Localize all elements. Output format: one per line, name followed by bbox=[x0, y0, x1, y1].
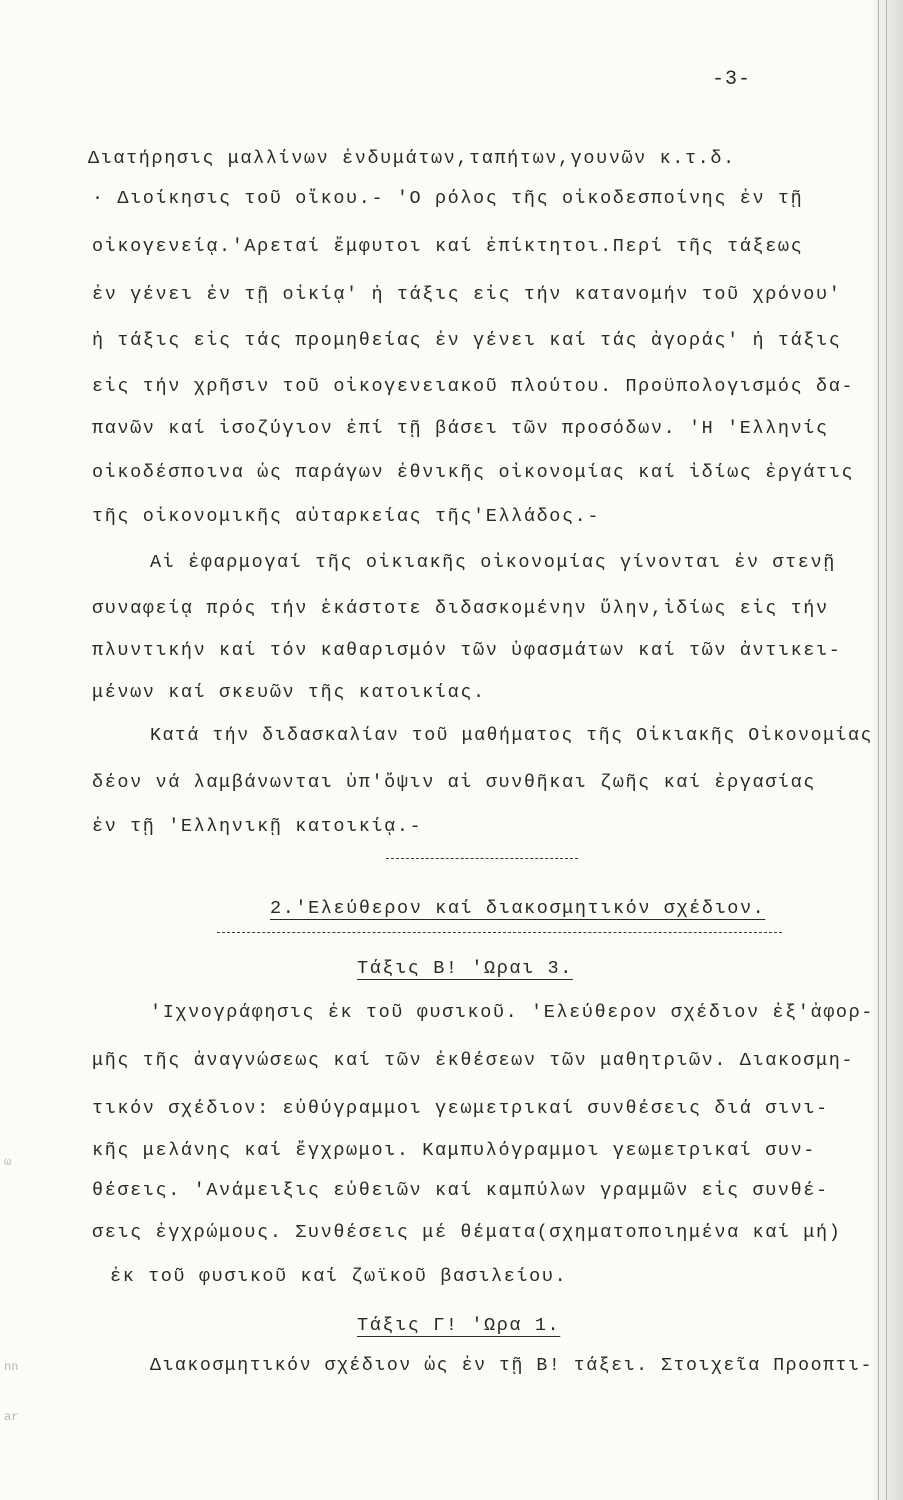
text-line: θέσεις. 'Ανάμειξις εὐθειῶν καί καμπύλων γραμμῶν εἰς συνθέ- bbox=[92, 1180, 829, 1201]
text-line: τῆς οἰκονομικῆς αὐταρκείας τῆς'Ελλάδος.- bbox=[92, 506, 601, 527]
text-line: ἐν τῇ 'Ελληνικῇ κατοικίᾳ.- bbox=[92, 816, 423, 837]
margin-bleedthrough-mark: ar bbox=[4, 1410, 19, 1424]
page-edge-line bbox=[878, 0, 879, 1500]
text-line: πανῶν καί ἰσοζύγιον ἐπί τῇ βάσει τῶν προσόδων. 'Η 'Ελληνίς bbox=[92, 418, 829, 439]
text-line: Αἱ ἐφαρμογαί τῆς οἰκιακῆς οἰκονομίας γίνονται ἐν στενῇ bbox=[150, 552, 836, 573]
text-line: κῆς μελάνης καί ἔγχρωμοι. Καμπυλόγραμμοι γεωμετρικαί συν- bbox=[92, 1140, 817, 1161]
section-heading: 2.'Ελεύθερον καί διακοσμητικόν σχέδιον. bbox=[270, 898, 766, 919]
text-line: μένων καί σκευῶν τῆς κατοικίας. bbox=[92, 682, 486, 703]
text-line: μῆς τῆς ἀναγνώσεως καί τῶν ἐκθέσεων τῶν μαθητριῶν. Διακοσμη- bbox=[92, 1050, 855, 1071]
text-line: · Διοίκησις τοῦ οἴκου.- 'Ο ρόλος τῆς οἰκοδεσποίνης ἐν τῇ bbox=[92, 188, 804, 209]
text-line: πλυντικήν καί τόν καθαρισμόν τῶν ὑφασμάτων καί τῶν ἀντικει- bbox=[92, 640, 842, 661]
class-c-heading: Τάξις Γ! 'Ωρα 1. bbox=[357, 1315, 561, 1336]
text-line: Διακοσμητικόν σχέδιον ὡς ἐν τῇ Β! τάξει. Στοιχεῖα Προοπτι- bbox=[150, 1356, 873, 1376]
text-line: ἐκ τοῦ φυσικοῦ καί ζωϊκοῦ βασιλείου. bbox=[110, 1266, 568, 1287]
long-dashed-rule bbox=[217, 932, 782, 933]
text-line: δέον νά λαμβάνωνται ὑπ'ὄψιν αἱ συνθῆκαι ζωῆς καί ἐργασίας bbox=[92, 772, 817, 793]
short-dashed-rule bbox=[386, 858, 578, 859]
text-line: συναφείᾳ πρός τήν ἑκάστοτε διδασκομένην ὕλην,ἰδίως εἰς τήν bbox=[92, 598, 829, 619]
margin-bleedthrough-mark: ω bbox=[4, 1155, 12, 1169]
text-line: Κατά τήν διδασκαλίαν τοῦ μαθήματος τῆς Οἰκιακῆς Οἰκονομίας bbox=[150, 726, 873, 746]
page-edge-line bbox=[886, 0, 887, 1500]
text-line: σεις ἐγχρώμους. Συνθέσεις μέ θέματα(σχηματοποιημένα καί μή) bbox=[92, 1222, 842, 1243]
class-b-heading: Τάξις Β! 'Ωραι 3. bbox=[357, 958, 573, 979]
page-number: -3- bbox=[712, 68, 752, 91]
text-line: ἡ τάξις εἰς τάς προμηθείας ἐν γένει καί τάς ἀγοράς' ἡ τάξις bbox=[92, 330, 842, 351]
text-line: οἰκογενείᾳ.'Αρεταί ἔμφυτοι καί ἐπίκτητοι.Περί τῆς τάξεως bbox=[92, 236, 804, 257]
text-line: Διατήρησις μαλλίνων ἐνδυμάτων,ταπήτων,γουνῶν κ.τ.δ. bbox=[88, 148, 736, 169]
text-line: οἰκοδέσποινα ὡς παράγων ἐθνικῆς οἰκονομίας καί ἰδίως ἐργάτις bbox=[92, 462, 855, 483]
text-line: 'Ιχνογράφησις ἐκ τοῦ φυσικοῦ. 'Ελεύθερον σχέδιον ἐξ'ἀφορ- bbox=[150, 1002, 875, 1023]
margin-bleedthrough-mark: nn bbox=[4, 1360, 19, 1374]
text-line: εἰς τήν χρῆσιν τοῦ οἰκογενειακοῦ πλούτου. Προϋπολογισμός δα- bbox=[92, 376, 855, 397]
text-line: τικόν σχέδιον: εὐθύγραμμοι γεωμετρικαί συνθέσεις διά σινι- bbox=[92, 1098, 829, 1119]
text-line: ἐν γένει ἐν τῇ οἰκίᾳ' ἡ τάξις εἰς τήν κατανομήν τοῦ χρόνου' bbox=[92, 284, 842, 305]
